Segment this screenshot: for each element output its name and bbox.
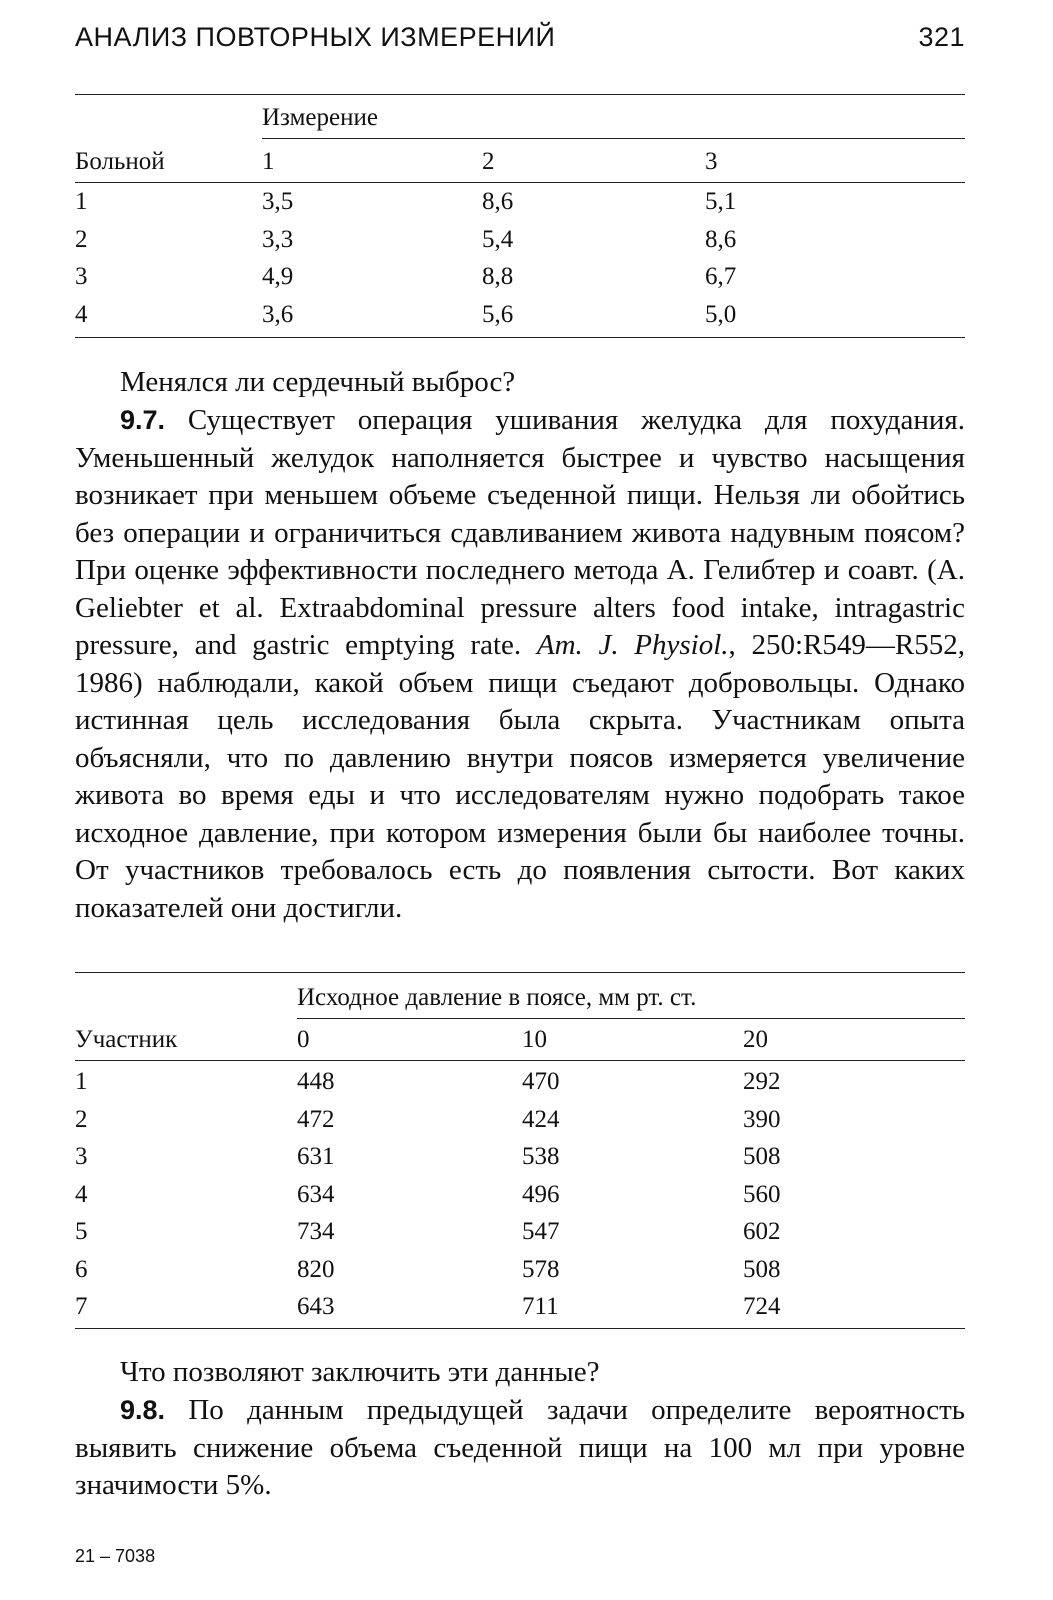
table-cell: 547 xyxy=(522,1218,560,1245)
column-header: 0 xyxy=(297,1026,310,1053)
chapter-title: АНАЛИЗ ПОВТОРНЫХ ИЗМЕРЕНИЙ xyxy=(75,22,556,52)
table-cell: 643 xyxy=(297,1293,335,1320)
row-header: Больной xyxy=(75,148,165,175)
row-label: 6 xyxy=(75,1255,88,1283)
row-label: 3 xyxy=(75,263,88,290)
table-cell: 602 xyxy=(743,1218,781,1245)
table-cell: 8,8 xyxy=(482,263,514,290)
row-header: Участник xyxy=(75,1026,178,1053)
question-text: Менялся ли сердечный выброс? xyxy=(120,366,516,398)
table-cell: 3,5 xyxy=(262,188,294,215)
row-label: 2 xyxy=(75,225,88,253)
question-conclusion xyxy=(75,1354,965,1392)
table-rule xyxy=(75,182,965,183)
table-cell: 8,6 xyxy=(705,225,737,253)
row-label: 1 xyxy=(75,1068,88,1095)
table-cell: 734 xyxy=(297,1218,335,1245)
table-cell: 424 xyxy=(522,1105,560,1133)
row-label: 4 xyxy=(75,300,88,328)
table-cell: 5,0 xyxy=(705,300,737,328)
page-number: 321 xyxy=(918,22,965,52)
table-cell: 6,7 xyxy=(705,263,737,290)
table-cell: 578 xyxy=(522,1255,560,1283)
table-cell: 560 xyxy=(743,1180,781,1208)
table-cell: 3,6 xyxy=(262,300,294,328)
table-rule xyxy=(75,1060,965,1061)
table-cell: 5,1 xyxy=(705,188,737,215)
table-cell: 724 xyxy=(743,1293,781,1320)
table-rule xyxy=(262,138,965,139)
problem-number: 9.8. xyxy=(120,1395,166,1425)
table-rule xyxy=(297,1018,965,1019)
table-cell: 5,4 xyxy=(482,225,514,253)
problem-9-7-paragraph xyxy=(75,402,965,927)
table-cell: 711 xyxy=(522,1293,559,1320)
table-cell: 472 xyxy=(297,1105,335,1133)
running-head xyxy=(75,22,965,62)
food-intake-table xyxy=(75,972,965,1332)
group-header: Измерение xyxy=(262,104,378,131)
table-cell: 3,3 xyxy=(262,225,294,253)
table-cell: 634 xyxy=(297,1180,335,1208)
column-header: 10 xyxy=(522,1026,547,1053)
table-cell: 631 xyxy=(297,1143,335,1170)
group-header: Исходное давление в поясе, мм рт. ст. xyxy=(297,984,697,1011)
journal-name: Am. J. Physiol. xyxy=(536,629,729,661)
row-label: 4 xyxy=(75,1180,88,1208)
table-cell: 292 xyxy=(743,1068,781,1095)
problem-9-7 xyxy=(75,402,965,927)
table-cell: 470 xyxy=(522,1068,560,1095)
table-cell: 538 xyxy=(522,1143,560,1170)
table-cell: 820 xyxy=(297,1255,335,1283)
table-cell: 8,6 xyxy=(482,188,514,215)
column-header: 2 xyxy=(482,148,495,175)
column-header: 3 xyxy=(705,148,718,175)
problem-text: По данным предыдущей задачи определите вероятность выявить снижение объема съеденной пищи на 100 мл при уровне значимости 5%. xyxy=(75,1394,965,1501)
table-rule xyxy=(75,1328,965,1329)
column-header: 20 xyxy=(743,1026,768,1053)
table-rule xyxy=(75,94,965,95)
table-rule xyxy=(75,337,965,338)
table-cell: 5,6 xyxy=(482,300,514,328)
problem-text-a: Существует операция ушивания желудка для похудания. Уменьшенный желудок наполняется быстрее и чувство насыщения возникает при меньшем объеме съеденной пищи. Нельзя ли обойтись без операции и ограничиться сдавливанием живота надувным поясом? При оценке эффективности последнего метода А. Гелибтер и соавт. (A. Geliebter et al. Extraabdominal pressure alters food intake, intragastric pressure, and gastric emptying rate. xyxy=(75,404,965,661)
problem-number: 9.7. xyxy=(120,405,166,435)
table-cell: 508 xyxy=(743,1143,781,1170)
question-cardiac-output xyxy=(75,364,965,402)
problem-text-b: , 250:R549—R552, 1986) наблюдали, какой объем пищи съедают добровольцы. Однако истинная цель исследования была скрыта. Участникам опыта объясняли, что по давлению внутри поясов измеряется увеличение живота во время еды и что исследователям нужно подобрать такое исходное давление, при котором измерения были бы наиболее точны. От участников требовалось есть до появления сытости. Вот каких показателей они достигли. xyxy=(75,629,965,924)
row-label: 1 xyxy=(75,188,88,215)
signature-mark: 21 – 7038 xyxy=(75,1546,156,1566)
cardiac-output-table xyxy=(75,94,965,339)
row-label: 2 xyxy=(75,1105,88,1133)
table-cell: 496 xyxy=(522,1180,560,1208)
table-cell: 4,9 xyxy=(262,263,294,290)
table-cell: 448 xyxy=(297,1068,335,1095)
question-text: Что позволяют заключить эти данные? xyxy=(120,1356,600,1388)
problem-9-8 xyxy=(75,1392,965,1505)
row-label: 7 xyxy=(75,1293,88,1320)
row-label: 3 xyxy=(75,1143,88,1170)
table-rule xyxy=(75,972,965,973)
column-header: 1 xyxy=(262,148,275,175)
problem-9-8-paragraph xyxy=(75,1392,965,1505)
table-cell: 390 xyxy=(743,1105,781,1133)
row-label: 5 xyxy=(75,1218,88,1245)
table-cell: 508 xyxy=(743,1255,781,1283)
